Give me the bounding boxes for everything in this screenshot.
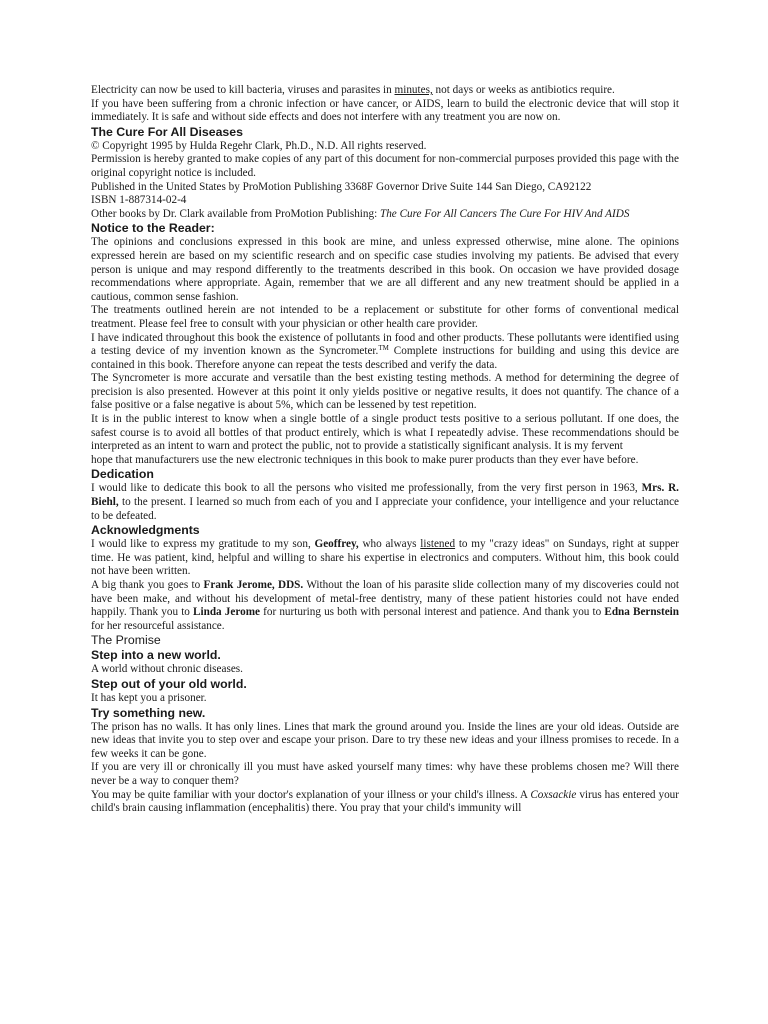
document-page [91, 84, 679, 816]
book-title: The Cure For All Diseases [91, 124, 243, 139]
other-books-titles: The Cure For All Cancers The Cure For HIV And AIDS [379, 207, 630, 220]
notice-paragraph-6: hope that manufacturers use the new electronic techniques in this book to make purer products than they ever have before. [91, 453, 639, 466]
ack-name-linda: Linda Jerome [193, 606, 260, 619]
ack-name-geoffrey: Geoffrey, [314, 538, 359, 551]
underlined-minutes: minutes, [394, 84, 433, 96]
underlined-listened: listened [420, 538, 456, 551]
dedication-heading: Dedication [91, 467, 154, 482]
notice-paragraph-3: I have indicated throughout this book the existence of pollutants in food and other products. These pollutants were identified using a testing device of my invention known as the Syncrometer.™ Complete instructions for building and using this device are contained in this book. Therefore anyone can repeat the tests described and verify the data. [91, 331, 679, 371]
acknowledgments-paragraph-2: A big thank you goes to Frank Jerome, DDS. Without the loan of his parasite slide collection many of my discoveries could not have been make, and without his development of metal-free dentistry, many of these patient histories could not have ended happily. Thank you to Linda Jerome for nurturing us both with personal interest and patience. And thank you to Edna Bernstein for her resourceful assistance. [91, 579, 680, 632]
dedication-name: Mrs. R. Biehl, [91, 482, 679, 509]
permission-paragraph: Permission is hereby granted to make copies of any part of this document for non-commercial purposes provided this page with the original copyright notice is included. [91, 153, 679, 179]
promise-text-2: It has kept you a prisoner. [91, 691, 207, 704]
coxsackie-term: Coxsackie [530, 788, 577, 801]
promise-subheading-1: Step into a new world. [91, 648, 221, 663]
promise-subheading-2: Step out of your old world. [91, 676, 247, 691]
publisher-line: Published in the United States by ProMotion Publishing 3368F Governor Drive Suite 144 San Diego, CA92122 [91, 180, 592, 193]
promise-paragraph-1: The prison has no walls. It has only lines. Lines that mark the ground around you. Inside the lines are your old ideas. Outside are new ideas that invite you to step over and escape your prison. Dare to try these new ideas and your illness promises to recede. In a few weeks it can be gone. [91, 720, 679, 760]
acknowledgments-heading: Acknowledgments [91, 523, 200, 538]
notice-heading: Notice to the Reader: [91, 221, 215, 236]
promise-paragraph-3: You may be quite familiar with your doctor's explanation of your illness or your child's illness. A Coxsackie virus has entered your child's brain causing inflammation (encephalitis) there. You pray that your child's immunity will [91, 788, 680, 815]
acknowledgments-paragraph-1: I would like to express my gratitude to my son, Geoffrey, who always listened to my "crazy ideas" on Sundays, right at supper time. He was patient, kind, helpful and willing to share his expertise in electronics and computers. Without him, this book could not have been written. [91, 538, 679, 578]
promise-text-1: A world without chronic diseases. [91, 663, 243, 676]
isbn-line: ISBN 1-887314-02-4 [91, 194, 187, 207]
ack-name-frank: Frank Jerome, DDS. [203, 579, 304, 591]
other-books-line: Other books by Dr. Clark available from ProMotion Publishing: The Cure For All Cancers The Cure For HIV And AIDS [91, 207, 630, 220]
dedication-paragraph: I would like to dedicate this book to all the persons who visited me professionally, from the very first person in 1963, Mrs. R. Biehl, to the present. I learned so much from each of you and I appreciate your confidence, your intelligence and your reluctance to be defeated. [91, 482, 679, 522]
notice-paragraph-4: The Syncrometer is more accurate and versatile than the best existing testing methods. A method for determining the degree of precision is also presented. However at this point it only yields positive or negative results, it does not quantify. The chance of a false positive or a false negative is about 5%, which can be lessened by test repetition. [91, 372, 679, 412]
notice-paragraph-2: The treatments outlined herein are not intended to be a replacement or substitute for other forms of conventional medical treatment. Please feel free to consult with your physician or other health care provider. [91, 304, 679, 330]
intro-paragraph-2: If you have been suffering from a chronic infection or have cancer, or AIDS, learn to build the electronic device that will stop it immediately. It is safe and without side effects and does not interfere with any treatment you are now on. [91, 97, 679, 124]
intro-paragraph: Electricity can now be used to kill bacteria, viruses and parasites in minutes, not days or weeks as antibiotics require. [91, 84, 615, 96]
ack-name-edna: Edna Bernstein [604, 606, 679, 619]
copyright-line: © Copyright 1995 by Hulda Regehr Clark, Ph.D., N.D. All rights reserved. [91, 139, 427, 152]
notice-paragraph-5: It is in the public interest to know when a single bottle of a single product tests positive to a serious pollutant. If one does, the safest course is to avoid all bottles of that product entirely, which is what I repeatedly advise. These recommendations should be interpreted as an intent to warn and protect the public, not to provide a statistically significant analysis. It is my fervent [91, 413, 679, 453]
promise-paragraph-2: If you are very ill or chronically ill you must have asked yourself many times: why have these problems chosen me? Will there never be a way to conquer them? [91, 761, 679, 787]
notice-paragraph-1: The opinions and conclusions expressed in this book are mine, and unless expressed otherwise, mine alone. The opinions expressed herein are based on my scientific research and on specific case studies involving my patients. Be advised that every person is unique and may respond differently to the treatments described in this book. On occasion we have provided dosage recommendations where appropriate. Again, remember that we are all different and any new treatment should be applied in a cautious, common sense fashion. [91, 236, 679, 303]
promise-subheading-3: Try something new. [91, 705, 206, 720]
trademark-mark: TM [378, 344, 389, 353]
promise-heading: The Promise [91, 633, 161, 648]
